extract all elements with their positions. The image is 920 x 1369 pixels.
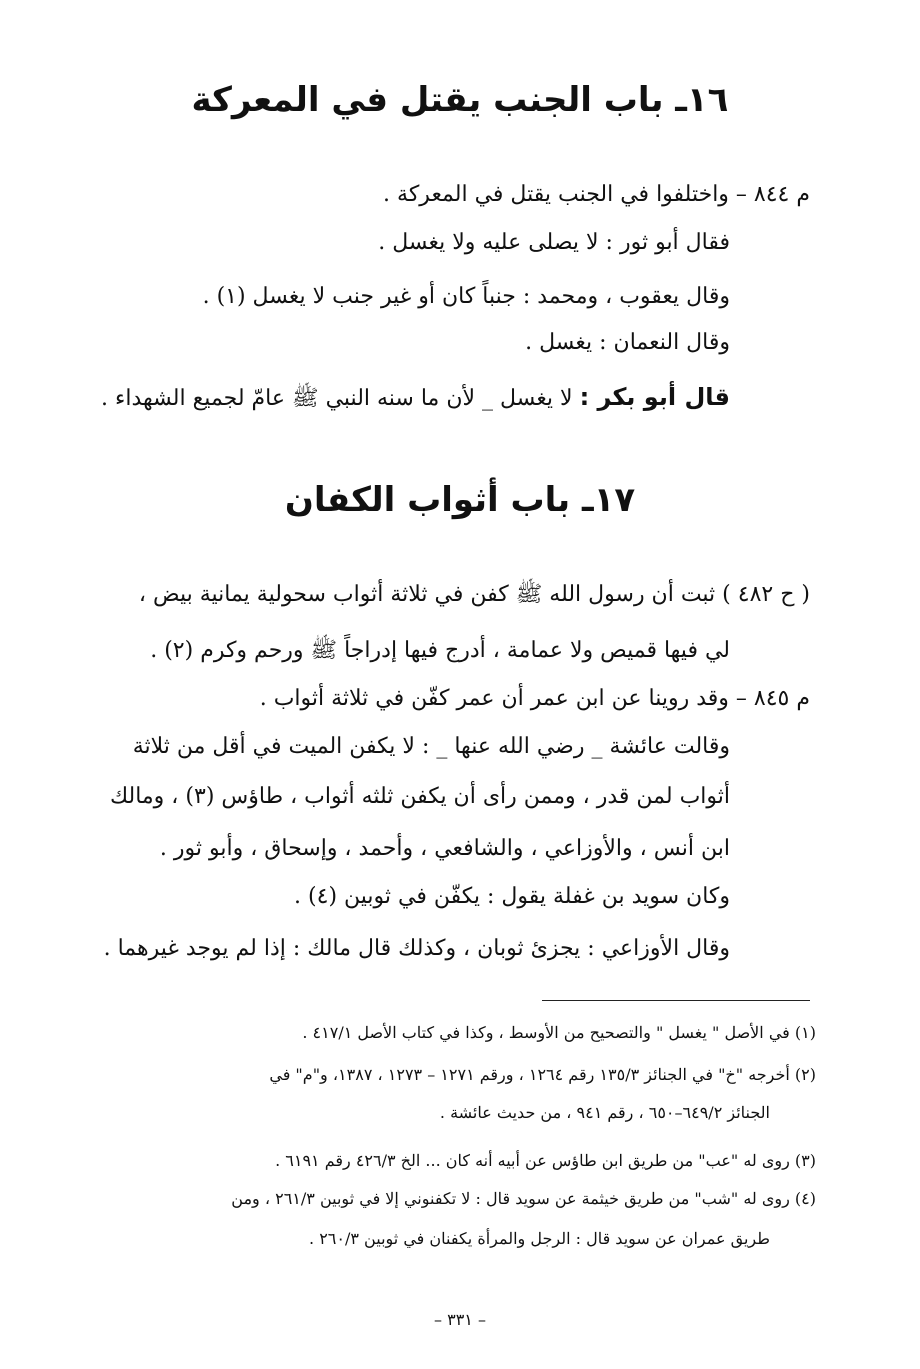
awzai-line: وقال الأوزاعي : يجزئ ثوبان ، وكذلك قال مالك : إذا لم يوجد غيرهما . <box>103 936 730 961</box>
page-number: – ٣٣١ – <box>434 1310 486 1329</box>
footnote-4: (٤) روى له "شب" من طريق خيثمة عن سويد قال : لا تكفنوني إلا في ثوبين ٢٦١/٣ ، ومن <box>231 1189 816 1208</box>
footnote-3: (٣) روى له "عب" من طريق ابن طاؤس عن أبيه أنه كان ... الخ ٤٢٦/٣ رقم ٦١٩١ . <box>275 1151 816 1170</box>
footnote-2-continued: الجنائز ٦٤٩/٢–٦٥٠ ، رقم ٩٤١ ، من حديث عائشة . <box>439 1103 770 1122</box>
hadith-482-line-1: ( ح ٤٨٢ ) ثبت أن رسول الله ﷺ كفن في ثلاثة أثواب سحولية يمانية بيض ، <box>138 582 810 607</box>
section-16-heading: ١٦ـ باب الجنب يقتل في المعركة <box>191 80 729 120</box>
aisha-line-1: وقالت عائشة _ رضي الله عنها _ : لا يكفن الميت في أقل من ثلاثة <box>132 734 730 759</box>
opinion-yaqub-muhammad: وقال يعقوب ، ومحمد : جنباً كان أو غير جنب لا يغسل (١) . <box>202 284 730 309</box>
abu-bakr-conclusion <box>101 380 730 416</box>
footnote-4-continued: طريق عمران عن سويد قال : الرجل والمرأة يكفنان في ثوبين ٢٦٠/٣ . <box>309 1229 770 1248</box>
footnote-divider <box>542 1000 810 1001</box>
abu-bakr-lead: قال أبو بكر : <box>579 383 730 411</box>
aisha-line-3: ابن أنس ، والأوزاعي ، والشافعي ، وأحمد ، وإسحاق ، وأبو ثور . <box>159 836 730 861</box>
footnote-1: (١) في الأصل " يغسل " والتصحيح من الأوسط ، وكذا في كتاب الأصل ٤١٧/١ . <box>302 1023 816 1042</box>
aisha-line-2: أثواب لمن قدر ، وممن رأى أن يكفن ثلثه أثواب ، طاؤس (٣) ، ومالك <box>109 784 730 809</box>
hadith-482-line-2: لي فيها قميص ولا عمامة ، أدرج فيها إدراجاً ﷺ ورحم وكرم (٢) . <box>150 638 730 663</box>
suwaid-line: وكان سويد بن غفلة يقول : يكفّن في ثوبين (٤) . <box>294 884 730 909</box>
paragraph-844: م ٨٤٤ – واختلفوا في الجنب يقتل في المعركة . <box>383 182 810 207</box>
opinion-abu-thawr: فقال أبو ثور : لا يصلى عليه ولا يغسل . <box>378 230 730 255</box>
opinion-numan: وقال النعمان : يغسل . <box>525 330 730 355</box>
paragraph-845: م ٨٤٥ – وقد روينا عن ابن عمر أن عمر كفّن في ثلاثة أثواب . <box>259 686 810 711</box>
footnote-2: (٢) أخرجه "خ" في الجنائز ١٣٥/٣ رقم ١٢٦٤ ، ورقم ١٢٧١ – ١٢٧٣ ، ١٣٨٧، و"م" في <box>269 1065 816 1084</box>
abu-bakr-text: لا يغسل _ لأن ما سنه النبي ﷺ عامّ لجميع الشهداء . <box>101 386 580 411</box>
section-17-heading: ١٧ـ باب أثواب الكفان <box>284 480 636 520</box>
